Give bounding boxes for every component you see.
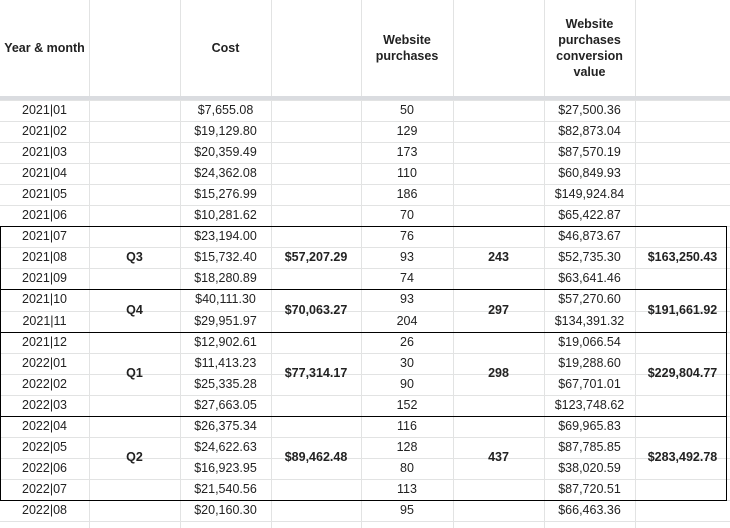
cell-website-purchases[interactable]: 74 <box>400 271 414 286</box>
cell-website-purchases[interactable]: 129 <box>396 124 418 139</box>
cell-conversion-value[interactable]: $46,873.67 <box>558 229 621 244</box>
cell-year-month[interactable]: 2021|03 <box>22 145 67 160</box>
quarter-total-cost[interactable]: $57,207.29 <box>284 250 348 265</box>
cell-year-month[interactable]: 2022|02 <box>22 376 67 391</box>
cell-year-month[interactable]: 2022|04 <box>22 418 67 433</box>
cell-year-month[interactable]: 2022|05 <box>22 439 67 454</box>
quarter-label[interactable]: Q4 <box>126 302 143 317</box>
cell-conversion-value[interactable]: $65,422.87 <box>558 208 621 223</box>
cell-year-month[interactable]: 2021|12 <box>22 334 67 349</box>
cell-cost[interactable]: $29,951.97 <box>194 313 257 328</box>
cell-conversion-value[interactable]: $60,849.93 <box>558 166 621 181</box>
cell-cost[interactable]: $16,923.95 <box>194 460 257 475</box>
cell-year-month[interactable]: 2022|07 <box>22 481 67 496</box>
cell-website-purchases[interactable]: 50 <box>400 103 414 118</box>
quarter-total-conversion-value[interactable]: $163,250.43 <box>647 250 718 265</box>
cell-cost[interactable]: $19,129.80 <box>194 124 257 139</box>
cell-conversion-value[interactable]: $52,735.30 <box>558 250 621 265</box>
cell-cost[interactable]: $24,622.63 <box>194 439 257 454</box>
cell-conversion-value[interactable]: $19,066.54 <box>558 334 621 349</box>
cell-cost[interactable]: $10,281.62 <box>194 208 257 223</box>
cell-conversion-value[interactable]: $123,748.62 <box>554 397 625 412</box>
cell-website-purchases[interactable]: 110 <box>397 166 417 181</box>
cell-conversion-value[interactable]: $87,570.19 <box>558 145 621 160</box>
cell-year-month[interactable]: 2021|06 <box>22 208 67 223</box>
quarter-total-cost[interactable]: $77,314.17 <box>284 366 348 381</box>
cell-website-purchases[interactable]: 76 <box>400 229 414 244</box>
cell-conversion-value[interactable]: $149,924.84 <box>554 187 625 202</box>
cell-year-month[interactable]: 2021|09 <box>22 271 67 286</box>
cell-cost[interactable]: $27,663.05 <box>194 397 257 412</box>
cell-year-month[interactable]: 2021|08 <box>22 250 67 265</box>
cell-website-purchases[interactable]: 113 <box>397 481 417 496</box>
cell-website-purchases[interactable]: 93 <box>400 292 414 307</box>
cell-cost[interactable]: $15,732.40 <box>194 250 257 265</box>
cell-website-purchases[interactable]: 186 <box>396 187 418 202</box>
cell-website-purchases[interactable]: 152 <box>396 397 418 412</box>
cell-conversion-value[interactable]: $38,020.59 <box>558 460 621 475</box>
cell-conversion-value[interactable]: $134,391.32 <box>554 313 625 328</box>
cell-year-month[interactable]: 2021|07 <box>22 229 67 244</box>
cell-website-purchases[interactable]: 93 <box>400 250 414 265</box>
row-divider <box>0 521 730 522</box>
cell-conversion-value[interactable]: $19,288.60 <box>558 355 621 370</box>
quarter-label[interactable]: Q3 <box>126 250 143 265</box>
cell-conversion-value[interactable]: $67,701.01 <box>558 376 621 391</box>
cell-year-month[interactable]: 2022|03 <box>22 397 67 412</box>
cell-conversion-value[interactable]: $87,720.51 <box>558 481 621 496</box>
cell-website-purchases[interactable]: 116 <box>397 418 417 433</box>
cell-website-purchases[interactable]: 30 <box>400 355 414 370</box>
cell-cost[interactable]: $25,335.28 <box>194 376 257 391</box>
cell-conversion-value[interactable]: $63,641.46 <box>558 271 621 286</box>
cell-website-purchases[interactable]: 80 <box>400 460 414 475</box>
cell-cost[interactable]: $40,111.30 <box>195 292 256 307</box>
cell-conversion-value[interactable]: $57,270.60 <box>558 292 621 307</box>
cell-year-month[interactable]: 2022|06 <box>22 460 67 475</box>
header-cost[interactable]: Cost <box>211 41 240 55</box>
quarter-total-conversion-value[interactable]: $191,661.92 <box>647 302 718 317</box>
cell-conversion-value[interactable]: $87,785.85 <box>558 439 621 454</box>
cell-year-month[interactable]: 2021|04 <box>22 166 67 181</box>
cell-cost[interactable]: $7,655.08 <box>197 103 254 118</box>
cell-cost[interactable]: $21,540.56 <box>194 481 257 496</box>
cell-cost[interactable]: $23,194.00 <box>194 229 257 244</box>
quarter-total-purchases[interactable]: 243 <box>488 250 509 265</box>
cell-website-purchases[interactable]: 173 <box>396 145 418 160</box>
cell-conversion-value[interactable]: $69,965.83 <box>558 418 621 433</box>
cell-conversion-value[interactable]: $66,463.36 <box>558 502 621 517</box>
cell-cost[interactable]: $11,413.23 <box>194 355 257 370</box>
quarter-total-conversion-value[interactable]: $229,804.77 <box>647 366 718 381</box>
quarter-total-purchases[interactable]: 437 <box>488 450 509 465</box>
cell-year-month[interactable]: 2021|10 <box>22 292 67 307</box>
header-year-month[interactable]: Year & month <box>4 41 85 55</box>
cell-website-purchases[interactable]: 95 <box>400 502 414 517</box>
cell-website-purchases[interactable]: 26 <box>400 334 414 349</box>
cell-year-month[interactable]: 2021|01 <box>22 103 67 118</box>
quarter-total-conversion-value[interactable]: $283,492.78 <box>647 450 718 465</box>
cell-year-month[interactable]: 2021|11 <box>22 313 67 328</box>
cell-website-purchases[interactable]: 128 <box>396 439 418 454</box>
quarter-total-purchases[interactable]: 298 <box>488 366 509 381</box>
cell-website-purchases[interactable]: 204 <box>396 313 418 328</box>
cell-website-purchases[interactable]: 70 <box>400 208 414 223</box>
quarter-total-purchases[interactable]: 297 <box>488 302 509 317</box>
cell-year-month[interactable]: 2021|05 <box>22 187 67 202</box>
cell-cost[interactable]: $18,280.89 <box>194 271 257 286</box>
cell-cost[interactable]: $20,160.30 <box>194 502 257 517</box>
cell-year-month[interactable]: 2022|01 <box>22 355 67 370</box>
cell-cost[interactable]: $26,375.34 <box>194 418 257 433</box>
cell-year-month[interactable]: 2021|02 <box>22 124 67 139</box>
header-conversion-value[interactable]: Website purchases conversion value <box>556 17 623 79</box>
header-website-purchases[interactable]: Website purchases <box>375 33 439 63</box>
cell-year-month[interactable]: 2022|08 <box>22 502 67 517</box>
quarter-total-cost[interactable]: $89,462.48 <box>284 450 348 465</box>
cell-cost[interactable]: $12,902.61 <box>194 334 257 349</box>
cell-cost[interactable]: $20,359.49 <box>194 145 257 160</box>
quarter-label[interactable]: Q2 <box>126 450 143 465</box>
quarter-label[interactable]: Q1 <box>126 366 143 381</box>
cell-cost[interactable]: $15,276.99 <box>194 187 257 202</box>
quarter-total-cost[interactable]: $70,063.27 <box>284 302 348 317</box>
cell-conversion-value[interactable]: $27,500.36 <box>558 103 621 118</box>
cell-website-purchases[interactable]: 90 <box>400 376 414 391</box>
cell-conversion-value[interactable]: $82,873.04 <box>558 124 621 139</box>
cell-cost[interactable]: $24,362.08 <box>194 166 257 181</box>
